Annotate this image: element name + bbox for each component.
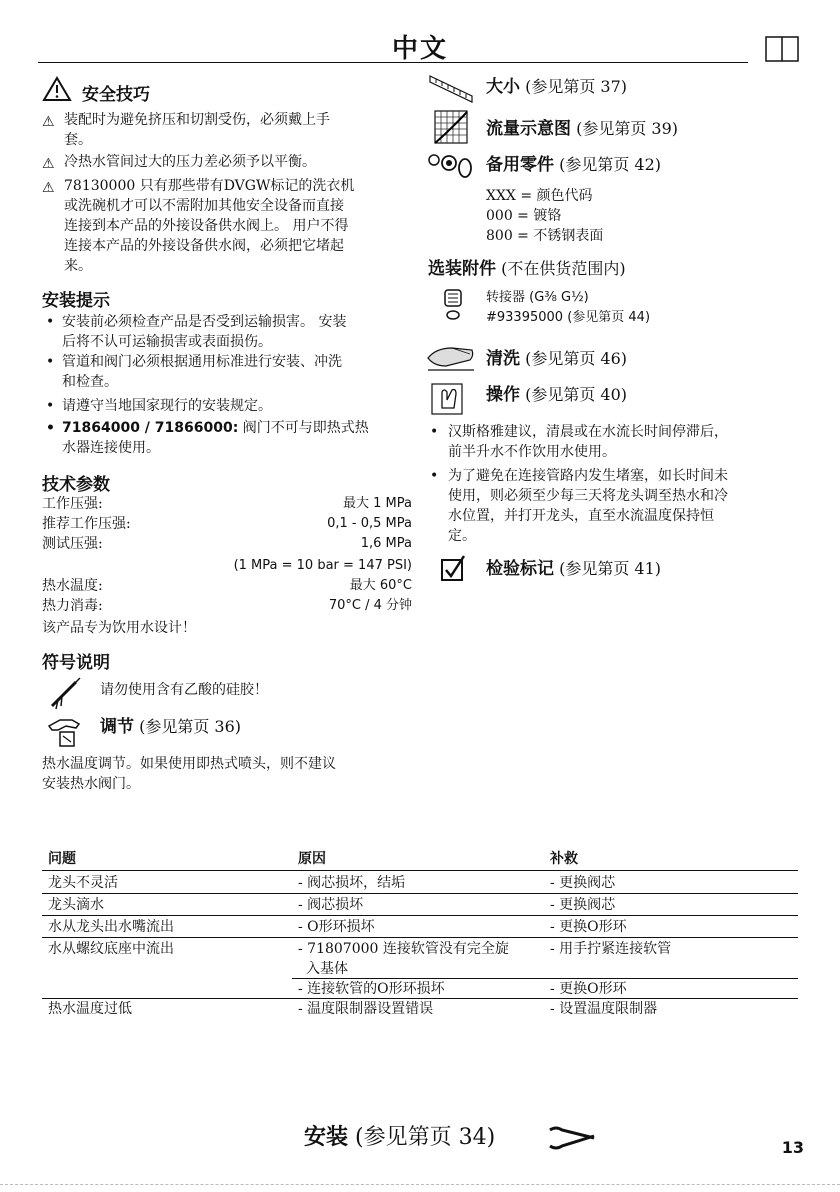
operate-row: 操作 (参见第页 40): [486, 385, 628, 405]
install-tip-item: • 管道和阀门必须根据通用标准进行安装、冲洗 和检查。: [46, 354, 342, 390]
install-ref: 安装 (参见第页 34): [304, 1124, 496, 1150]
ruler-icon: [428, 72, 474, 106]
table-cell: 龙头滴水: [48, 897, 104, 913]
table-rule: [292, 978, 798, 979]
adapter-icon: [440, 288, 466, 322]
table-cell: 热水温度过低: [48, 1001, 132, 1017]
flow-row: 流量示意图 (参见第页 39): [486, 119, 679, 139]
install-tip-item: • 71864000 / 71866000: 阀门不可与即热式热 水器连接使用。: [46, 420, 369, 456]
color-code-line: 000 = 镀铬: [486, 208, 562, 224]
checkmark-box-icon: [440, 554, 466, 582]
table-rule: [42, 915, 798, 916]
safety-title: 安全技巧: [82, 85, 150, 105]
spare-parts-icon: [426, 150, 476, 180]
warning-small-icon: ⚠: [42, 156, 55, 172]
warning-icon: [42, 76, 72, 102]
check-row: 检验标记 (参见第页 41): [486, 559, 662, 579]
safety-item-text: 78130000 只有那些带有DVGW标记的洗衣机 或洗碗机才可以不需附加其他安全设备而直接 连接到本产品的外接设备供水阀上。 用户不得 连接本产品的外接设备供水阀，必须把它堵起 来。: [64, 178, 355, 274]
table-cell: - 更换O形环: [550, 919, 627, 935]
color-code-line: 800 = 不锈钢表面: [486, 228, 604, 244]
page-number: 13: [781, 1138, 804, 1157]
table-cell: - 阀芯损坏，结垢: [298, 875, 406, 891]
adjust-hand-icon: [46, 712, 82, 748]
table-cell: - 更换阀芯: [550, 897, 616, 913]
book-icon: [765, 36, 799, 62]
table-rule: [42, 998, 798, 999]
table-cell: 水从龙头出水嘴流出: [48, 919, 174, 935]
clean-row: 清洗 (参见第页 46): [486, 349, 628, 369]
page-edge: [0, 1184, 840, 1185]
color-code-line: XXX = 颜色代码: [486, 188, 593, 204]
table-cell: - 用手拧紧连接软管: [550, 941, 672, 957]
recommend-item: • 汉斯格雅建议，清晨或在水流长时间停滞后， 前半升水不作饮用水使用。: [430, 424, 728, 460]
install-tip-item: • 安装前必须检查产品是否受到运输损害。 安装 后将不认可运输损害或表面损伤。: [46, 314, 347, 350]
safety-item-text: 装配时为避免挤压和切割受伤，必须戴上手 套。: [64, 112, 330, 148]
install-tips-title: 安装提示: [42, 291, 110, 311]
safety-item: [42, 152, 412, 172]
adapter-text: 转接器 (G⅜ G½) #93395000 (参见第页 44): [486, 290, 651, 325]
flow-chart-icon: [434, 110, 468, 144]
install-tip-item: • 请遵守当地国家现行的安装规定。: [46, 398, 272, 414]
table-cell: 龙头不灵活: [48, 875, 118, 891]
silicone-note: 请勿使用含有乙酸的硅胶！: [100, 682, 268, 698]
table-cell: 水从螺纹底座中流出: [48, 941, 174, 957]
operate-hand-icon: [430, 378, 470, 416]
table-cell: - 阀芯损坏: [298, 897, 364, 913]
warning-small-icon: ⚠: [42, 180, 55, 196]
symbols-title: 符号说明: [42, 653, 110, 673]
adjust-row: 调节 (参见第页 36): [100, 717, 242, 737]
table-cell: - 温度限制器设置错误: [298, 1001, 434, 1017]
table-cell: - 更换O形环: [550, 981, 627, 997]
cleaning-hand-icon: [426, 340, 476, 372]
safety-item: [42, 176, 412, 276]
warning-small-icon: ⚠: [42, 114, 55, 130]
table-rule: [42, 893, 798, 894]
table-header-remedy: 补救: [550, 851, 578, 867]
header-rule: [38, 62, 748, 63]
table-cell: - 设置温度限制器: [550, 1001, 658, 1017]
silicone-gun-icon: [48, 676, 82, 710]
optional-row: 选装附件 (不在供货范围内): [428, 259, 626, 279]
spare-row: 备用零件 (参见第页 42): [486, 155, 662, 175]
table-cell: 入基体: [306, 961, 348, 977]
table-rule: [42, 870, 798, 871]
table-header-cause: 原因: [298, 851, 326, 867]
table-cell: - 连接软管的O形环损坏: [298, 981, 445, 997]
size-row: 大小 (参见第页 37): [486, 77, 628, 97]
safety-item: [42, 110, 412, 150]
table-header-problem: 问题: [48, 851, 76, 867]
table-rule: [42, 937, 798, 938]
safety-item-text: 冷热水管间过大的压力差必须予以平衡。: [64, 154, 316, 170]
page-title: 中文: [391, 34, 448, 64]
tech-title: 技术参数: [42, 475, 110, 495]
table-cell: - O形环损坏: [298, 919, 375, 935]
tech-note: 该产品专为饮用水设计！: [42, 620, 196, 636]
adjust-note: 热水温度调节。如果使用即热式喷头，则不建议 安装热水阀门。: [42, 756, 336, 792]
table-cell: - 71807000 连接软管没有完全旋: [298, 941, 509, 957]
recommend-item: • 为了避免在连接管路内发生堵塞，如长时间未 使用，则必须至少每三天将龙头调至热水和冷 水位置，并打开龙头，直至水流温度保持恒 定。: [430, 468, 728, 544]
color-codes: [486, 186, 603, 246]
table-cell: - 更换阀芯: [550, 875, 616, 891]
wrench-icon: [548, 1124, 598, 1152]
